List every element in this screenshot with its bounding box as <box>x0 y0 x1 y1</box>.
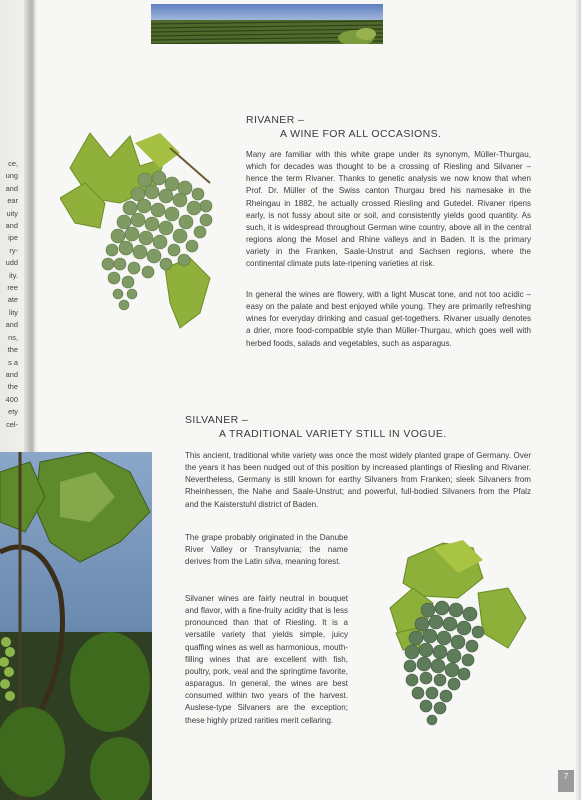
page-edge-shadow <box>575 0 581 800</box>
left-page-fragment: the <box>7 382 18 392</box>
rivaner-paragraph-1: Many are familiar with this white grape under its synonym, Müller-Thurgau, which for decades was thought to be a crossing of Riesling and Silvaner – hence the term Rivaner. Thanks to genetic analysis we now know that when Prof. Dr. Müller of the Swiss canton Thurgau bred his namesake in the Rheingau in 1882, he actually crossed Riesling and Gutedel. Rivaner ripens early, is not fussy about site or soil, and consistently yields good quantity. As such, it is widespread throughout German wine country, above all in the central regions along the Mosel and Rhine valleys and in Baden. It is the primary variety in the Franken, Saale-Unstrut and Sachsen regions, where the continental climate puts late-ripening varieties at risk. <box>246 150 531 269</box>
left-page-fragment: ung <box>5 171 18 181</box>
silvaner-heading-line2: A TRADITIONAL VARIETY STILL IN VOGUE. <box>219 428 447 440</box>
left-page-fragment: and <box>5 221 18 231</box>
rivaner-heading <box>246 113 441 141</box>
left-page-fragment: ry- <box>9 245 18 255</box>
left-page-fragment: ce, <box>8 159 18 168</box>
left-page-fragment: lity <box>8 307 18 317</box>
left-page-fragment: udd <box>5 258 18 268</box>
rivaner-heading-line1: RIVANER – <box>246 114 305 126</box>
left-page-fragment: ns, <box>8 332 18 342</box>
left-page-fragment: ity. <box>9 270 18 280</box>
vine-trellis-photo <box>0 452 152 800</box>
rivaner-heading-line2: A WINE FOR ALL OCCASIONS. <box>280 128 442 140</box>
silvaner-paragraph-2-latin: silva <box>264 557 281 567</box>
left-page-fragment: uity <box>6 208 18 218</box>
silvaner-heading-line1: SILVANER – <box>185 414 249 426</box>
silvaner-paragraph-2-pre: The grape probably originated in the Danube River Valley or Transylvania; the name derives from the Latin <box>185 533 348 567</box>
left-page-fragment: ety <box>8 407 18 417</box>
silvaner-grape-image <box>388 538 528 738</box>
silvaner-paragraph-1: This ancient, traditional white variety was once the most widely planted grape of Germany. Over the years it has been nudged out of this position by increased plantings of Riesling and Rivaner. Nevertheless, Germany is still known for earthy Silvaners from Franken; sleek Silvaners from Rheinhessen, the Nahe and Saale-Unstrut; and powerful, full-bodied Silvaners from the Pfalz and the Kaisterstuhl district of Baden. <box>185 451 531 509</box>
silvaner-paragraph-2-post: , meaning forest. <box>280 557 341 567</box>
left-page-fragment: and <box>5 369 18 379</box>
silvaner-paragraph-2 <box>185 532 348 568</box>
left-page-fragment: cel- <box>6 419 18 429</box>
rivaner-paragraph-2: In general the wines are flowery, with a light Muscat tone, and not too acidic – easy on the palate and best enjoyed while young. They are primarily refreshing wines for everyday drinking and casual get-togethers. Rivaner usually denotes a drier, more food-compatible style than Müller-Thurgau, which goes well with herbed foods, salads and vegetables, such as asparagus. <box>246 290 531 348</box>
page-number: 7 <box>558 770 574 792</box>
left-page-fragment: 400 <box>5 394 18 404</box>
left-page-fragment: ipe <box>8 233 18 243</box>
silvaner-heading <box>185 413 447 441</box>
left-page-fragment: ree <box>7 283 18 293</box>
left-page-fragment: and <box>5 320 18 330</box>
silvaner-paragraph-3: Silvaner wines are fairly neutral in bouquet and flavor, with a fine-fruity acidity that is less pronounced than that of Riesling. It is a versatile variety that yields simple, juicy quaffing wines as well as harmonious, mouth-filling wines that are excellent with fish, poultry, pork, veal and the springtime favorite, asparagus. In general, the wines are best consumed within two years of the harvest. Auslese-type Silvaners are the exception; these highly prized rarities merit cellaring. <box>185 594 348 725</box>
left-page-fragment: ear <box>7 196 18 206</box>
vineyard-photo <box>151 4 383 44</box>
rivaner-grape-image <box>60 128 228 343</box>
left-page-fragment: ate <box>7 295 18 305</box>
left-page-text-fragments <box>0 158 18 431</box>
left-page-fragment: and <box>5 183 18 193</box>
left-page-fragment: s a <box>8 357 18 367</box>
left-page-fragment: the <box>7 345 18 355</box>
